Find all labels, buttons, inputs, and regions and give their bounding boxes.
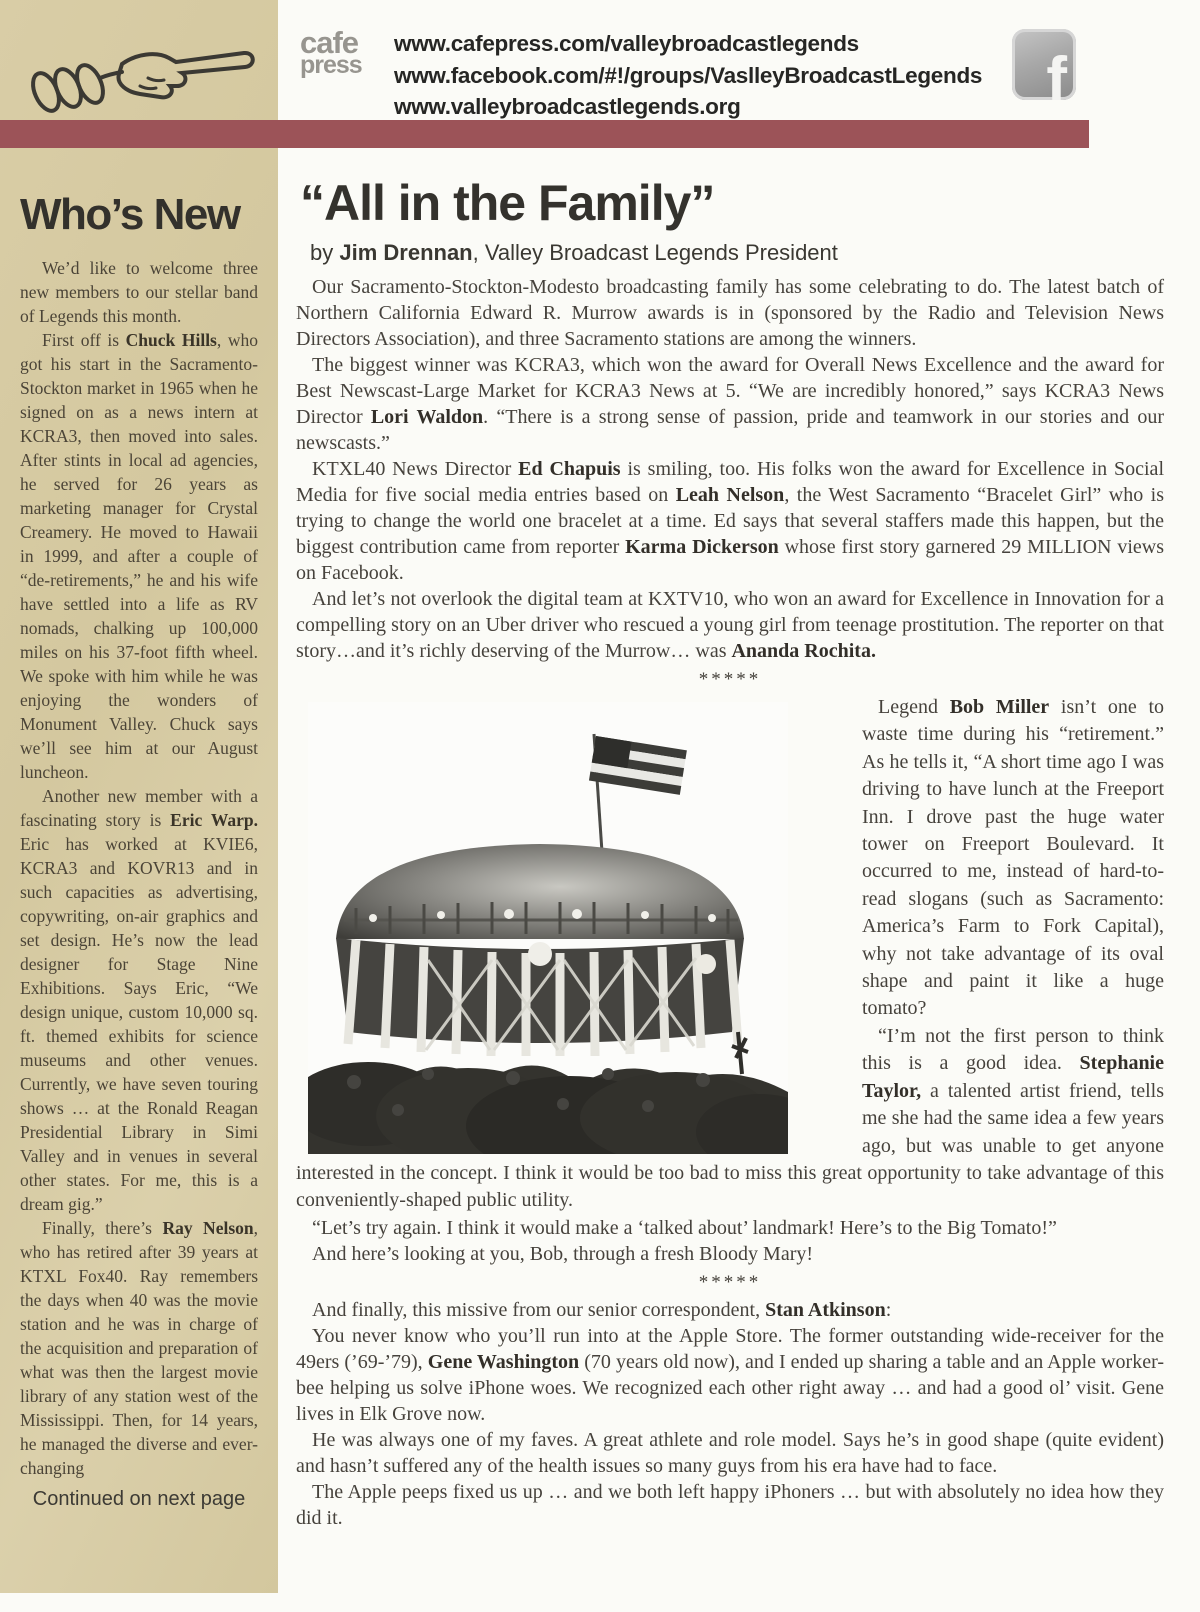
continued-note: Continued on next page <box>32 1488 246 1510</box>
article-paragraph: And let’s not overlook the digital team at KXTV10, who won an award for Excellence in Innovation for a compelling story on an Uber driver who rescued a young girl from teenage prostitution. The reporter on that story…and it’s richly deserving of the Murrow… was Ananda Rochita. <box>296 588 1164 662</box>
article-byline: by Jim Drennan, Valley Broadcast Legends President <box>310 240 838 265</box>
article-paragraph: KTXL40 News Director Ed Chapuis is smiling, too. His folks won the award for Excellence in Social Media for five social media entries based on Leah Nelson, the West Sacramento “Bracelet Girl” who is trying to change the world one bracelet at a time. Ed says that several staffers made this happen, but the biggest contribution came from reporter Karma Dickerson whose first story garnered 29 MILLION views on Facebook. <box>296 458 1165 584</box>
section-separator: ***** <box>698 669 762 690</box>
divider-bar <box>0 120 1089 148</box>
url-facebook: www.facebook.com/#!/groups/VaslleyBroadcastLegends <box>394 62 983 88</box>
cafepress-logo <box>300 25 362 80</box>
sidebar-title: Who’s New <box>20 190 240 239</box>
article-paragraph: “Let’s try again. I think it would make a ‘talked about’ landmark! Here’s to the Big Tomato!” <box>312 1216 1057 1239</box>
cafepress-logo-line2: press <box>300 51 362 80</box>
facebook-icon <box>1012 29 1076 100</box>
sidebar-paragraph: We’d like to welcome three new members to our stellar band of Legends this month. <box>20 258 258 326</box>
sidebar-paragraph: First off is Chuck Hills, who got his start in the Sacramento-Stockton market in 1965 when he signed on as a news intern at KCRA3, then moved into sales. After stints in local ad agencies, he served for 26 years as marketing manager for Crystal Creamery. He moved to Hawaii in 1999, and after a couple of “de-retirements,” he and his wife have settled into a life as RV nomads, chalking up 100,000 miles on his 37-foot fifth wheel. We spoke with him while he was enjoying the wonders of Monument Valley. Chuck says we’ll see him at our August luncheon. <box>20 330 258 782</box>
water-tower-photo <box>308 702 788 1154</box>
main-article <box>296 174 1164 1531</box>
facebook-f-letter: f <box>1046 45 1067 100</box>
tank-light <box>528 942 552 966</box>
article-paragraph: Our Sacramento-Stockton-Modesto broadcasting family has some celebrating to do. The latest batch of Northern California Edward R. Murrow awards is in (sponsored by the Radio and Television News Directors Association), and three Sacramento stations are among the winners. <box>296 276 1164 350</box>
article-paragraph: You never know who you’ll run into at the Apple Store. The former outstanding wide-receiver for the 49ers (’69-’79), Gene Washington (70 years old now), and I ended up sharing a table and an Apple worker-bee helping us solve iPhone woes. We recognized each other right away … and had a good ol’ visit. Gene lives in Elk Grove now. <box>296 1324 1165 1425</box>
whos-new-column <box>20 190 258 1511</box>
article-paragraph: And finally, this missive from our senior correspondent, Stan Atkinson: <box>312 1298 892 1321</box>
cafepress-logo-line1: cafe <box>300 25 359 60</box>
url-cafepress: www.cafepress.com/valleybroadcastlegends <box>394 31 859 56</box>
article-paragraph: “I’m not the first person to think this is a good idea. Stephanie Taylor, a talented artist friend, tells me she had the same idea a few years ago, but was unable to get anyone interested in the concept. I think it would be too bad to miss this great opportunity to take advantage of this conveniently-shaped public utility. <box>296 1024 1164 1212</box>
article-paragraph: The biggest winner was KCRA3, which won the award for Overall News Excellence and the award for Best Newscast-Large Market for KCRA3 News at 5. “We are incredibly honored,” says KCRA3 News Director Lori Waldon. “There is a strong sense of passion, pride and teamwork in our stories and our newscasts.” <box>296 354 1164 454</box>
tank-light <box>696 954 716 974</box>
pointing-hand-icon <box>28 36 263 125</box>
article-title: “All in the Family” <box>300 175 715 231</box>
article-paragraph: He was always one of my faves. A great athlete and role model. Says he’s in good shape (quite evident) and hasn’t suffered any of the health issues so many guys from his era have had to face. <box>296 1428 1164 1477</box>
sidebar-paragraph: Finally, there’s Ray Nelson, who has retired after 39 years at KTXL Fox40. Ray remembers the days when 40 was the movie station and he was in charge of the acquisition and preparation of what was then the largest movie library of any station west of the Mississippi. Then, for 14 years, he managed the diverse and ever-changing <box>20 1218 258 1478</box>
article-paragraph: Legend Bob Miller isn’t one to waste time during his “retirement.” As he tells it, “A short time ago I was driving to have lunch at the Freeport Inn. I drove past the huge water tower on Freeport Boulevard. It occurred to me, instead of hard-to-read slogans (such as Sacramento: America’s Farm to Fork Capital), why not take advantage of its oval shape and paint it like a huge tomato? <box>862 696 1164 1020</box>
sidebar-paragraph: Another new member with a fascinating story is Eric Warp. Eric has worked at KVIE6, KCRA3 and KOVR13 and in such capacities as advertising, copywriting, on-air graphics and set design. He’s now the lead designer for Stage Nine Exhibitions. Says Eric, “We design unique, custom 10,000 sq. ft. themed exhibits for science museums and other venues. Currently, we have seven touring shows … at the Ronald Reagan Presidential Library in Simi Valley and in venues in several other states. For me, this is a dream gig.” <box>20 786 258 1214</box>
header-urls <box>394 28 982 123</box>
article-paragraph: And here’s looking at you, Bob, through a fresh Bloody Mary! <box>312 1242 814 1265</box>
url-website: www.valleybroadcastlegends.org <box>394 94 741 119</box>
article-paragraph: The Apple peeps fixed us up … and we both left happy iPhoners … but with absolutely no idea how they did it. <box>296 1480 1164 1529</box>
section-separator: ***** <box>698 1271 762 1293</box>
